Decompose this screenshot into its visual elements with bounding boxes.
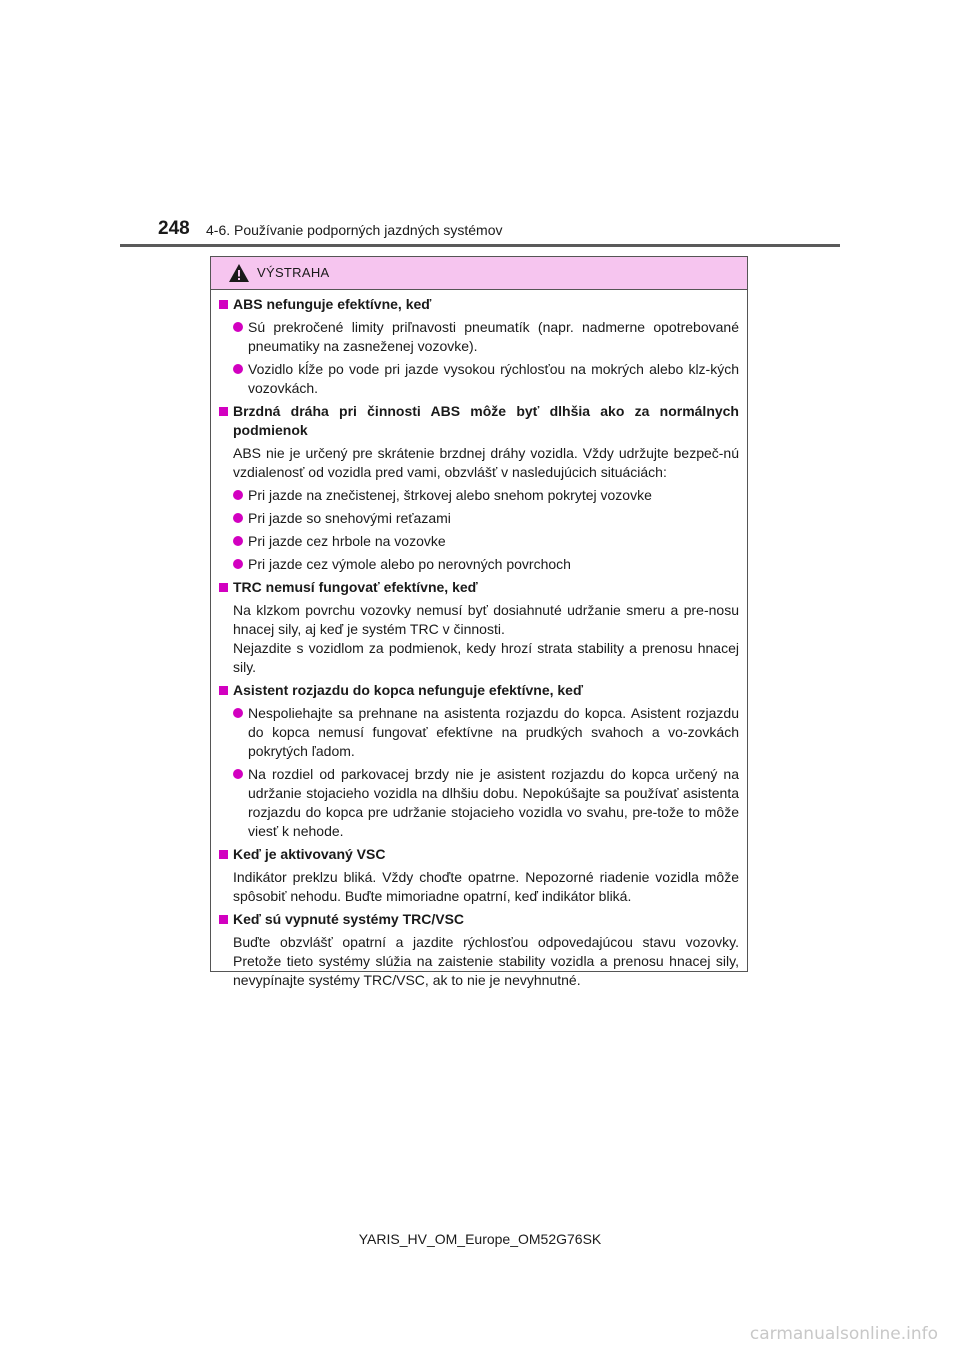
square-bullet-icon: [219, 850, 228, 859]
warning-header: [211, 257, 747, 290]
list-item-text: Nespoliehajte sa prehnane na asistenta rozjazdu do kopca. Asistent rozjazdu do kopca nemusí fungovať efektívne na prudkých svahoch a vo-zovkách pokrytých ľadom.: [248, 705, 739, 759]
section-paragraph: ABS nie je určený pre skrátenie brzdnej dráhy vozidla. Vždy udržujte bezpeč-nú vzdialenosť od vozidla pred vami, obzvlášť v nasledujúcich situáciách:: [233, 445, 739, 480]
list-item: [233, 765, 739, 841]
section-heading-text: Keď sú vypnuté systémy TRC/VSC: [233, 911, 465, 927]
warning-section-abs: [219, 295, 739, 398]
list-item: [233, 360, 739, 398]
warning-section-vsc-active: [219, 845, 739, 906]
section-heading: [219, 845, 739, 864]
square-bullet-icon: [219, 407, 228, 416]
page-number: 248: [158, 218, 190, 239]
square-bullet-icon: [219, 915, 228, 924]
list-item-text: Pri jazde na znečistenej, štrkovej alebo snehom pokrytej vozovke: [248, 487, 652, 503]
section-heading-text: Asistent rozjazdu do kopca nefunguje efektívne, keď: [233, 682, 584, 698]
round-bullet-icon: [233, 559, 243, 569]
section-heading-text: TRC nemusí fungovať efektívne, keď: [233, 579, 478, 595]
round-bullet-icon: [233, 490, 243, 500]
list-item-text: Sú prekročené limity priľnavosti pneumatík (napr. nadmerne opotrebované pneumatiky na zasneženej vozovke).: [248, 319, 739, 354]
section-paragraph: Nejazdite s vozidlom za podmienok, kedy hrozí strata stability a prenosu hnacej sily.: [233, 640, 739, 675]
round-bullet-icon: [233, 322, 243, 332]
warning-triangle-icon: [228, 263, 250, 283]
warning-section-trc-vsc-off: [219, 910, 739, 990]
round-bullet-icon: [233, 769, 243, 779]
round-bullet-icon: [233, 536, 243, 546]
document-code: YARIS_HV_OM_Europe_OM52G76SK: [358, 1231, 602, 1247]
warning-section-trc: [219, 578, 739, 677]
square-bullet-icon: [219, 300, 228, 309]
square-bullet-icon: [219, 686, 228, 695]
round-bullet-icon: [233, 513, 243, 523]
section-heading: [219, 681, 739, 700]
section-paragraph: Na klzkom povrchu vozovky nemusí byť dosiahnuté udržanie smeru a pre-nosu hnacej sily, aj keď je systém TRC v činnosti.: [233, 602, 739, 637]
section-heading: [219, 402, 739, 440]
warning-body: [211, 290, 747, 990]
watermark: carmanualsonline.info: [749, 1324, 938, 1344]
list-item-text: Pri jazde cez výmole alebo po nerovných povrchoch: [248, 556, 571, 572]
warning-box: [210, 256, 748, 988]
round-bullet-icon: [233, 708, 243, 718]
list-item: [233, 704, 739, 761]
section-heading: [219, 910, 739, 929]
section-title: 4-6. Používanie podporných jazdných systémov: [206, 222, 503, 238]
section-paragraph: Buďte obzvlášť opatrní a jazdite rýchlosťou odpovedajúcou stavu vozovky. Pretože tieto systémy slúžia na zaistenie stability vozidla a prenosu hnacej sily, nevypínajte systémy TRC/VSC, ak to nie je nevyhnutné.: [233, 934, 739, 988]
list-item: [233, 509, 739, 528]
list-item: [233, 555, 739, 574]
round-bullet-icon: [233, 364, 243, 374]
square-bullet-icon: [219, 583, 228, 592]
warning-section-braking-distance: [219, 402, 739, 574]
section-heading: [219, 295, 739, 314]
section-heading-text: Brzdná dráha pri činnosti ABS môže byť dlhšia ako za normálnych podmienok: [233, 403, 739, 438]
header-divider: [120, 244, 840, 247]
warning-title: VÝSTRAHA: [257, 265, 330, 280]
section-heading-text: Keď je aktivovaný VSC: [233, 846, 386, 862]
section-paragraph: Indikátor preklzu bliká. Vždy choďte opatrne. Nepozorné riadenie vozidla môže spôsobiť nehodu. Buďte mimoriadne opatrní, keď indikátor bliká.: [233, 869, 739, 904]
page-header: [120, 214, 840, 248]
warning-section-hill-start-assist: [219, 681, 739, 841]
list-item: [233, 318, 739, 356]
list-item-text: Pri jazde cez hrbole na vozovke: [248, 533, 446, 549]
list-item-text: Vozidlo kĺže po vode pri jazde vysokou rýchlosťou na mokrých alebo klz-kých vozovkách.: [248, 361, 739, 396]
list-item-text: Na rozdiel od parkovacej brzdy nie je asistent rozjazdu do kopca určený na udržanie stojacieho vozidla na dlhšiu dobu. Nepokúšajte sa používať asistenta rozjazdu do kopca pre udržanie stojacieho vozidla vo svahu, pre-tože to môže viesť k nehode.: [248, 766, 739, 839]
list-item-text: Pri jazde so snehovými reťazami: [248, 510, 451, 526]
section-heading: [219, 578, 739, 597]
list-item: [233, 486, 739, 505]
list-item: [233, 532, 739, 551]
section-heading-text: ABS nefunguje efektívne, keď: [233, 296, 432, 312]
